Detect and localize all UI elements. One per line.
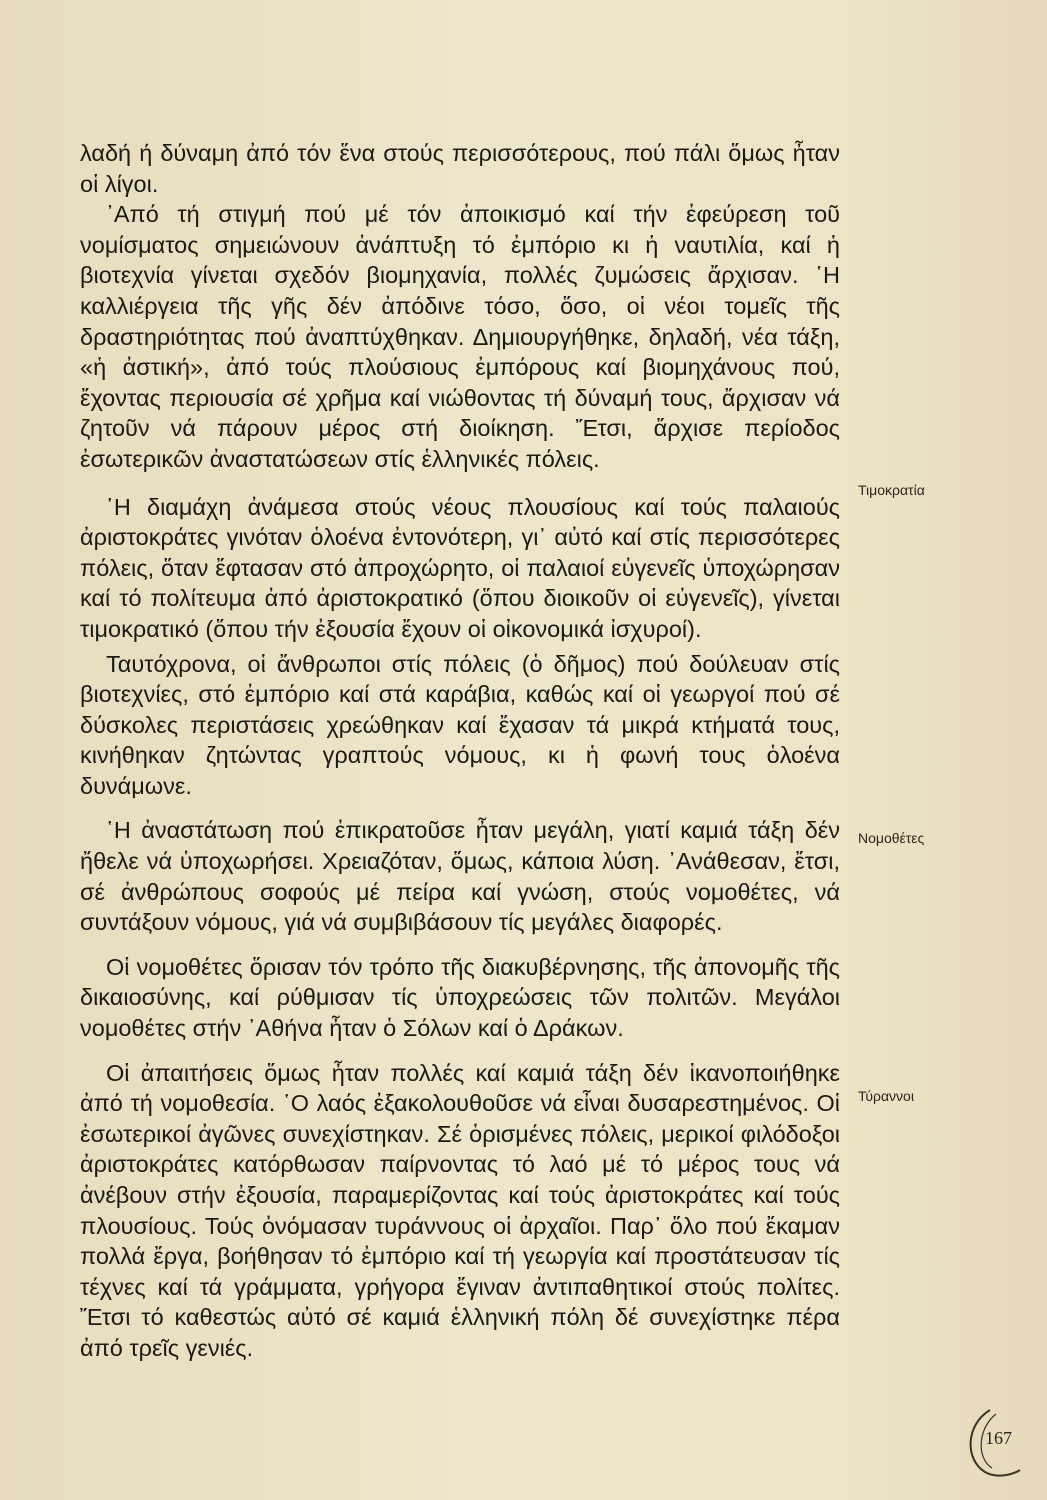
margin-note-tyrannoi: Τύραννοι [858, 1088, 914, 1104]
main-text-column [80, 138, 840, 1381]
margin-note-timokratia: Τιμοκρατία [858, 482, 925, 498]
paragraph-5: ῾Η ἀναστάτωση πού ἐπικρατοῦσε ἦταν μεγάλη, γιατί καμιά τάξη δέν ἤθελε νά ὑποχωρήσει. Χρειαζόταν, ὅμως, κάποια λύση. ᾿Ανάθεσαν, ἔτσι, σέ ἀνθρώπους σοφούς μέ πείρα καί γνώση, στούς νομοθέτες, νά συντάξουν νόμους, γιά νά συμβιβάσουν τίς μεγάλες διαφορές. [80, 817, 840, 936]
paragraph-2: ᾿Από τή στιγμή πού μέ τόν ἀποικισμό καί τήν ἐφεύρεση τοῦ νομίσματος σημειώνουν ἀνάπτυξη τό ἐμπόριο κι ἡ ναυτιλία, καί ἡ βιοτεχνία γίνεται σχεδόν βιομηχανία, πολλές ζυμώσεις ἄρχισαν. ῾Η καλλιέργεια τῆς γῆς δέν ἀπόδινε τόσο, ὅσο, οἱ νέοι τομεῖς τῆς δραστηριότητας πού ἀναπτύχθηκαν. Δημιουργήθηκε, δηλαδή, νέα τάξη, «ἡ ἀστική», ἀπό τούς πλούσιους ἐμπόρους καί βιομηχάνους πού, ἔχοντας περιουσία σέ χρῆμα καί νιώθοντας τή δύναμή τους, ἄρχισαν νά ζητοῦν νά πάρουν μέρος στή διοίκηση. Ἔτσι, ἄρχισε περίοδος ἐσωτερικῶν ἀναστατώσεων στίς ἑλληνικές πόλεις. [80, 201, 840, 472]
paragraph-1: λαδή ή δύναμη ἀπό τόν ἕνα στούς περισσότερους, πού πάλι ὅμως ἦταν οἱ λίγοι. [80, 140, 840, 197]
paragraph-7: Οἱ ἀπαιτήσεις ὅμως ἦταν πολλές καί καμιά τάξη δέν ἱκανοποιήθηκε ἀπό τή νομοθεσία. ῾Ο λαός ἐξακολουθοῦσε νά εἶναι δυσαρεστημένος. Οἱ ἐσωτερικοί ἀγῶνες συνεχίστηκαν. Σέ ὁρισμένες πόλεις, μερικοί φιλόδοξοι ἀριστοκράτες κατόρθωσαν παίρνοντας τό λαό μέ τό μέρος τους νά ἀνέβουν στήν ἐξουσία, παραμερίζοντας καί τούς ἀριστοκράτες καί τούς πλουσίους. Τούς ὀνόμασαν τυράννους οἱ ἀρχαῖοι. Παρ᾿ ὅλο πού ἔκαμαν πολλά ἔργα, βοήθησαν τό ἐμπόριο καί τή γεωργία καί προστάτευσαν τίς τέχνες καί τά γράμματα, γρήγορα ἔγιναν ἀντιπαθητικοί στούς πολίτες. Ἔτσι τό καθεστώς αὐτό σέ καμιά ἑλληνική πόλη δέ συνεχίστηκε πέρα ἀπό τρεῖς γενιές. [80, 1059, 840, 1361]
page-number: 167 [985, 1428, 1012, 1448]
margin-note-nomothetes: Νομοθέτες [858, 830, 925, 846]
paragraph-4: Ταυτόχρονα, οἱ ἄνθρωποι στίς πόλεις (ὁ δῆμος) πού δούλευαν στίς βιοτεχνίες, στό ἐμπόριο καί στά καράβια, καθώς καί οἱ γεωργοί πού σέ δύσκολες περιστάσεις χρεώθηκαν καί ἔχασαν τά μικρά κτήματά τους, κινήθηκαν ζητώντας γραπτούς νόμους, κι ἡ φωνή τους ὁλοένα δυνάμωνε. [80, 650, 840, 799]
paragraph-6: Οἱ νομοθέτες ὅρισαν τόν τρόπο τῆς διακυβέρνησης, τῆς ἀπονομῆς τῆς δικαιοσύνης, καί ρύθμισαν τίς ὑποχρεώσεις τῶν πολιτῶν. Μεγάλοι νομοθέτες στήν ᾿Αθήνα ἦταν ὁ Σόλων καί ὁ Δράκων. [80, 953, 840, 1042]
paragraph-3: ῾Η διαμάχη ἀνάμεσα στούς νέους πλουσίους καί τούς παλαιούς ἀριστοκράτες γινόταν ὁλοένα ἐντονότερη, γι᾿ αὐτό καί στίς περισσότερες πόλεις, ὅταν ἔφτασαν στό ἀπροχώρητο, οἱ παλαιοί εὐγενεῖς ὑποχώρησαν καί τό πολίτευμα ἀπό ἀριστοκρατικό (ὅπου διοικοῦν οἱ εὐγενεῖς), γίνεται τιμοκρατικό (ὅπου τήν ἐξουσία ἔχουν οἱ οἰκονομικά ἰσχυροί). [80, 493, 840, 642]
